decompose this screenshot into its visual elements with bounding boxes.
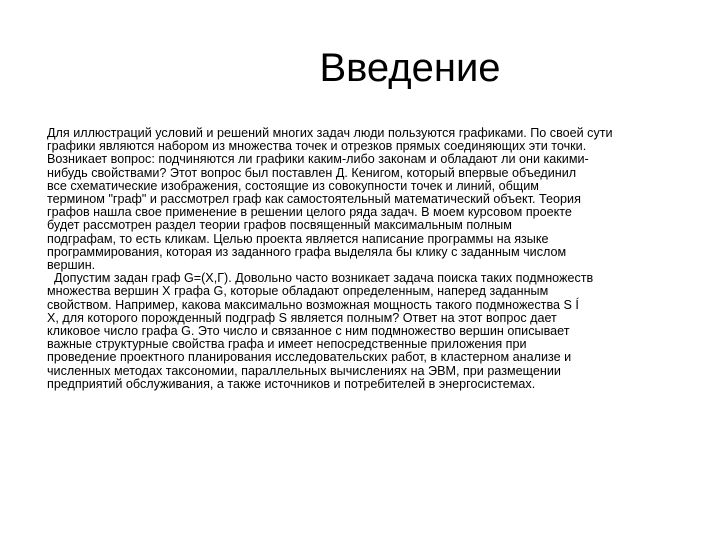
text-line: свойством. Например, какова максимально возможная мощность такого подмножества S Í <box>47 297 579 312</box>
text-line: термином "граф" и рассмотрел граф как самостоятельный математический объект. Теория <box>47 192 581 207</box>
text-line: предприятий обслуживания, а также источников и потребителей в энергосистемах. <box>47 376 536 391</box>
text-line: все схематические изображения, состоящие из совокупности точек и линий, общим <box>47 178 539 193</box>
text-line: нибудь свойствами? Этот вопрос был поставлен Д. Кенигом, который впервые объединил <box>47 165 577 180</box>
text-line: Для иллюстраций условий и решений многих задач люди пользуются графиками. По своей сути <box>47 126 613 140</box>
text-line: Возникает вопрос: подчиняются ли графики каким-либо законам и обладают ли они какими- <box>47 152 589 167</box>
text-line: будет рассмотрен раздел теории графов посвященный максимальным полным <box>47 218 512 233</box>
text-line: Допустим задан граф G=(X,Г). Довольно часто возникает задача поиска таких подмножеств <box>47 271 594 286</box>
text-line: подграфам, то есть кликам. Целью проекта является написание программы на языке <box>47 231 549 246</box>
text-line: графики являются набором из множества точек и отрезков прямых соединяющих эти точки. <box>47 139 587 154</box>
text-line: программирования, которая из заданного графа выделяла бы клику с заданным числом <box>47 244 567 259</box>
text-line: проведение проектного планирования исследовательских работ, в кластерном анализе и <box>47 350 572 365</box>
paragraph-clique <box>47 272 679 391</box>
text-line: важные структурные свойства графа и имеет непосредственные приложения при <box>47 337 527 352</box>
paragraph-intro <box>47 127 679 272</box>
slide-body <box>47 127 679 391</box>
text-line: численных методах таксономии, параллельных вычислениях на ЭВМ, при размещении <box>47 363 561 378</box>
text-line: X, для которого порожденный подграф S является полным? Ответ на этот вопрос дает <box>47 310 557 325</box>
text-line: кликовое число графа G. Это число и связанное с ним подмножество вершин описывает <box>47 324 570 339</box>
text-line: множества вершин X графа G, которые обладают определенным, наперед заданным <box>47 284 549 299</box>
text-line: графов нашла свое применение в решении целого ряда задач. В моем курсовом проекте <box>47 205 572 220</box>
slide-title: Введение <box>319 46 501 90</box>
text-line: вершин. <box>47 258 96 273</box>
